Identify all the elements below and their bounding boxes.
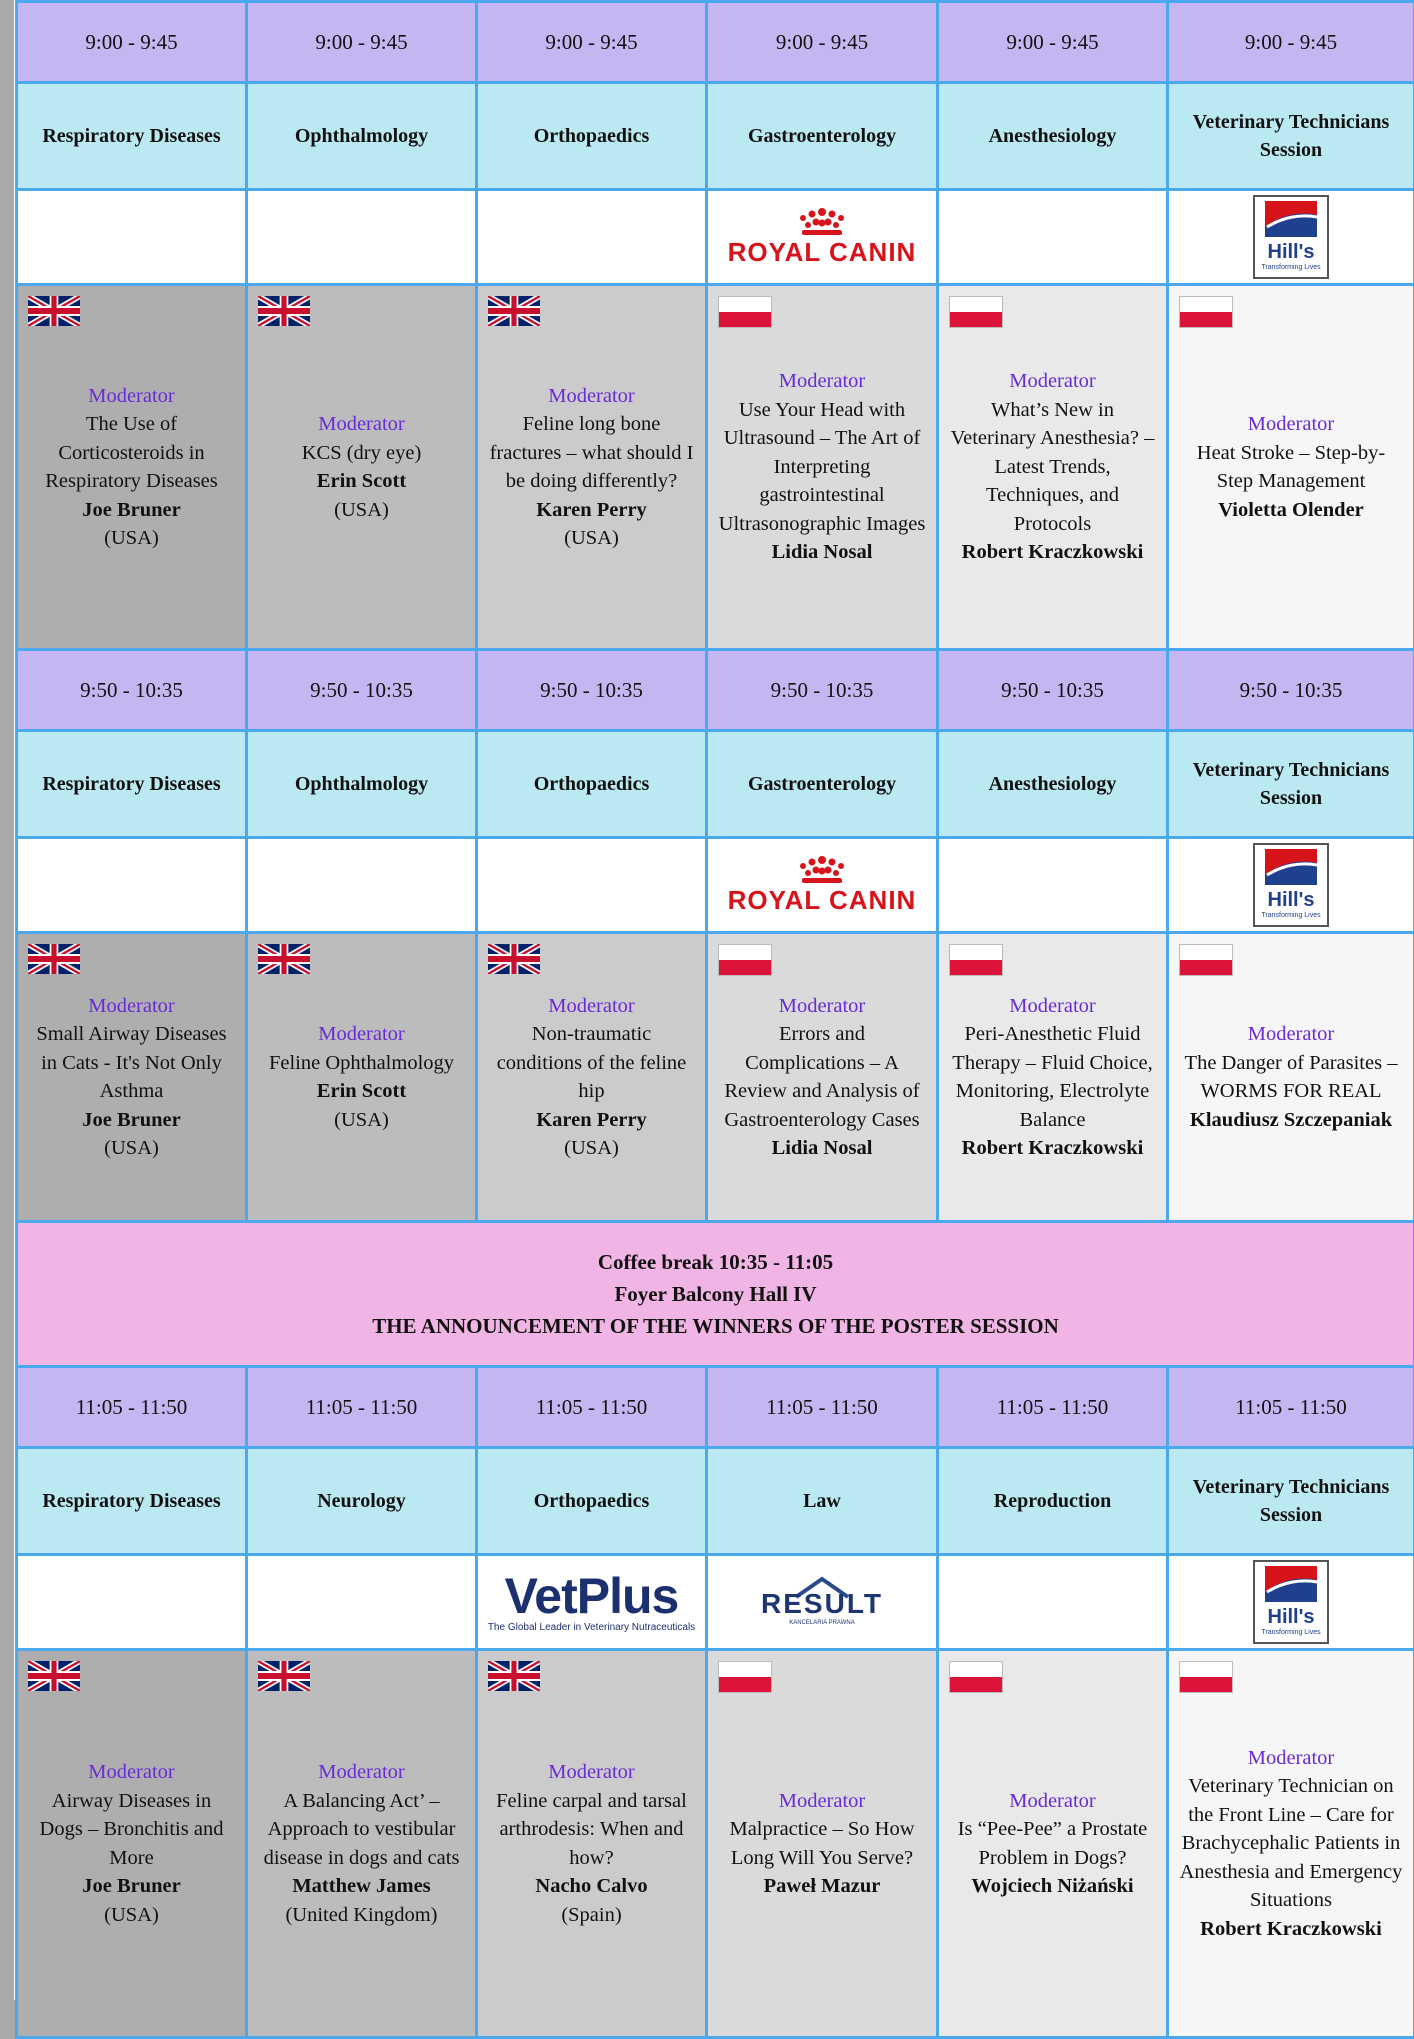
talk-cell — [247, 933, 477, 1222]
sponsor-cell — [1168, 838, 1414, 933]
time-slot: 9:50 - 10:35 — [1168, 650, 1414, 731]
talk-details — [1169, 410, 1413, 524]
moderator-label: Moderator — [949, 992, 1156, 1021]
sponsor-cell — [938, 190, 1168, 285]
session-topic: Reproduction — [938, 1448, 1168, 1555]
moderator-label: Moderator — [488, 382, 695, 411]
result-tagline: KANCELARIA PRAWNA — [761, 1619, 883, 1627]
hills-wordmark: Hill's — [1255, 889, 1327, 911]
royal-canin-logo — [708, 855, 936, 915]
pl-flag-icon — [949, 296, 1003, 328]
talk-row — [17, 1650, 1414, 2038]
sponsor-cell — [17, 1555, 247, 1650]
moderator-label: Moderator — [949, 1787, 1156, 1816]
talk-cell — [707, 933, 938, 1222]
talk-details — [939, 1787, 1166, 1901]
poster-session-announcement: THE ANNOUNCEMENT OF THE WINNERS OF THE POSTER SESSION — [18, 1310, 1413, 1342]
time-slot: 11:05 - 11:50 — [247, 1367, 477, 1448]
moderator-label: Moderator — [1179, 410, 1403, 439]
moderator-label: Moderator — [949, 367, 1156, 396]
moderator-label: Moderator — [258, 1758, 465, 1787]
sponsor-row — [17, 1555, 1414, 1650]
sponsor-cell — [247, 838, 477, 933]
talk-title: Feline long bone fractures – what should I be doing differently? — [488, 410, 695, 496]
session-topic: Neurology — [247, 1448, 477, 1555]
talk-details — [248, 410, 475, 524]
talk-title: KCS (dry eye) — [258, 439, 465, 468]
uk-flag-icon — [488, 944, 540, 974]
crown-icon — [792, 855, 852, 885]
talk-details — [1169, 1744, 1413, 1944]
talk-details — [248, 1020, 475, 1134]
pl-flag-icon — [1179, 296, 1233, 328]
schedule-table — [15, 0, 1414, 2039]
pl-flag-icon — [718, 1661, 772, 1693]
talk-cell — [247, 1650, 477, 2038]
session-topic: Anesthesiology — [938, 731, 1168, 838]
session-topic: Orthopaedics — [477, 731, 707, 838]
time-row — [17, 2, 1414, 83]
speaker-name: Robert Kraczkowski — [1179, 1915, 1403, 1944]
hills-logo — [1253, 1560, 1329, 1644]
moderator-label: Moderator — [1179, 1744, 1403, 1773]
talk-details — [478, 382, 705, 553]
speaker-name: Joe Bruner — [28, 496, 235, 525]
talk-cell — [938, 285, 1168, 650]
uk-flag-icon — [488, 296, 540, 326]
talk-title: Feline Ophthalmology — [258, 1049, 465, 1078]
time-slot: 9:50 - 10:35 — [247, 650, 477, 731]
time-slot: 9:50 - 10:35 — [707, 650, 938, 731]
uk-flag-icon — [28, 944, 80, 974]
session-topic: Veterinary Technicians Session — [1168, 1448, 1414, 1555]
speaker-country: (USA) — [258, 496, 465, 525]
moderator-label: Moderator — [28, 382, 235, 411]
speaker-name: Erin Scott — [258, 1077, 465, 1106]
talk-cell — [17, 1650, 247, 2038]
speaker-country: (USA) — [28, 524, 235, 553]
time-row — [17, 1367, 1414, 1448]
speaker-country: (USA) — [488, 524, 695, 553]
hills-tagline: Transforming Lives — [1255, 911, 1327, 920]
topic-row — [17, 1448, 1414, 1555]
session-topic: Ophthalmology — [247, 83, 477, 190]
sponsor-cell — [17, 838, 247, 933]
time-slot: 9:00 - 9:45 — [1168, 2, 1414, 83]
hills-logo — [1253, 843, 1329, 927]
vetplus-logo — [478, 1570, 705, 1634]
sponsor-row — [17, 190, 1414, 285]
hills-wordmark: Hill's — [1255, 241, 1327, 263]
talk-details — [708, 992, 936, 1163]
sponsor-cell — [247, 1555, 477, 1650]
result-wordmark: RESULT — [761, 1589, 883, 1619]
time-slot: 9:50 - 10:35 — [477, 650, 707, 731]
sponsor-cell — [707, 190, 938, 285]
talk-title: Use Your Head with Ultrasound – The Art of Interpreting gastrointestinal Ultrasonographic Images — [718, 396, 926, 539]
coffee-break-row — [17, 1222, 1414, 1367]
talk-details — [1169, 1020, 1413, 1134]
speaker-country: (Spain) — [488, 1901, 695, 1930]
talk-cell — [17, 933, 247, 1222]
pl-flag-icon — [718, 296, 772, 328]
speaker-country: (United Kingdom) — [258, 1901, 465, 1930]
time-slot: 9:00 - 9:45 — [17, 2, 247, 83]
hills-tagline: Transforming Lives — [1255, 1628, 1327, 1637]
speaker-name: Matthew James — [258, 1872, 465, 1901]
sponsor-cell — [1168, 1555, 1414, 1650]
time-slot: 9:00 - 9:45 — [938, 2, 1168, 83]
session-topic: Respiratory Diseases — [17, 83, 247, 190]
uk-flag-icon — [258, 1661, 310, 1691]
pl-flag-icon — [1179, 1661, 1233, 1693]
talk-cell — [1168, 933, 1414, 1222]
talk-title: A Balancing Act’ – Approach to vestibular disease in dogs and cats — [258, 1787, 465, 1873]
hills-tagline: Transforming Lives — [1255, 263, 1327, 272]
time-slot: 9:00 - 9:45 — [247, 2, 477, 83]
sponsor-cell — [707, 1555, 938, 1650]
time-slot: 9:00 - 9:45 — [707, 2, 938, 83]
schedule-page — [14, 0, 1400, 2000]
coffee-break-location: Foyer Balcony Hall IV — [18, 1278, 1413, 1310]
speaker-name: Karen Perry — [488, 496, 695, 525]
session-topic: Ophthalmology — [247, 731, 477, 838]
talk-details — [708, 1787, 936, 1901]
hills-logo — [1253, 195, 1329, 279]
speaker-name: Robert Kraczkowski — [949, 538, 1156, 567]
speaker-name: Joe Bruner — [28, 1106, 235, 1135]
talk-cell — [707, 1650, 938, 2038]
coffee-break-banner — [17, 1222, 1414, 1367]
moderator-label: Moderator — [718, 367, 926, 396]
sponsor-cell — [707, 838, 938, 933]
uk-flag-icon — [488, 1661, 540, 1691]
time-slot: 11:05 - 11:50 — [707, 1367, 938, 1448]
session-topic: Gastroenterology — [707, 83, 938, 190]
session-topic: Anesthesiology — [938, 83, 1168, 190]
talk-details — [939, 992, 1166, 1163]
sponsor-cell — [938, 838, 1168, 933]
vetplus-wordmark: VetPlus — [478, 1570, 705, 1622]
sponsor-cell — [938, 1555, 1168, 1650]
time-slot: 9:00 - 9:45 — [477, 2, 707, 83]
talk-cell — [477, 1650, 707, 2038]
speaker-name: Joe Bruner — [28, 1872, 235, 1901]
hills-emblem-icon — [1255, 1562, 1327, 1606]
moderator-label: Moderator — [488, 1758, 695, 1787]
royal-canin-wordmark: ROYAL CANIN — [708, 237, 936, 267]
uk-flag-icon — [28, 296, 80, 326]
session-topic: Law — [707, 1448, 938, 1555]
talk-title: Non-traumatic conditions of the feline hip — [488, 1020, 695, 1106]
speaker-name: Erin Scott — [258, 467, 465, 496]
speaker-name: Wojciech Niżański — [949, 1872, 1156, 1901]
uk-flag-icon — [258, 296, 310, 326]
crown-icon — [792, 207, 852, 237]
uk-flag-icon — [258, 944, 310, 974]
session-topic: Respiratory Diseases — [17, 731, 247, 838]
moderator-label: Moderator — [28, 992, 235, 1021]
talk-cell — [17, 285, 247, 650]
talk-title: What’s New in Veterinary Anesthesia? – Latest Trends, Techniques, and Protocols — [949, 396, 1156, 539]
talk-title: Errors and Complications – A Review and Analysis of Gastroenterology Cases — [718, 1020, 926, 1134]
speaker-name: Violetta Olender — [1179, 496, 1403, 525]
session-topic: Veterinary Technicians Session — [1168, 731, 1414, 838]
speaker-name: Karen Perry — [488, 1106, 695, 1135]
uk-flag-icon — [28, 1661, 80, 1691]
sponsor-cell — [247, 190, 477, 285]
talk-row — [17, 933, 1414, 1222]
talk-title: The Danger of Parasites – WORMS FOR REAL — [1179, 1049, 1403, 1106]
talk-title: Small Airway Diseases in Cats - It's Not Only Asthma — [28, 1020, 235, 1106]
moderator-label: Moderator — [718, 992, 926, 1021]
time-slot: 9:50 - 10:35 — [17, 650, 247, 731]
moderator-label: Moderator — [718, 1787, 926, 1816]
talk-title: Airway Diseases in Dogs – Bronchitis and More — [28, 1787, 235, 1873]
speaker-country: (USA) — [258, 1106, 465, 1135]
talk-cell — [1168, 285, 1414, 650]
hills-emblem-icon — [1255, 197, 1327, 241]
time-row — [17, 650, 1414, 731]
pl-flag-icon — [718, 944, 772, 976]
time-slot: 9:50 - 10:35 — [938, 650, 1168, 731]
sponsor-cell — [477, 838, 707, 933]
pl-flag-icon — [949, 1661, 1003, 1693]
speaker-name: Lidia Nosal — [718, 538, 926, 567]
talk-title: Veterinary Technician on the Front Line – Care for Brachycephalic Patients in Anesthesia and Emergency Situations — [1179, 1772, 1403, 1915]
sponsor-cell — [1168, 190, 1414, 285]
moderator-label: Moderator — [1179, 1020, 1403, 1049]
royal-canin-wordmark: ROYAL CANIN — [708, 885, 936, 915]
speaker-country: (USA) — [28, 1134, 235, 1163]
talk-title: Malpractice – So How Long Will You Serve? — [718, 1815, 926, 1872]
talk-details — [478, 1758, 705, 1929]
time-slot: 11:05 - 11:50 — [1168, 1367, 1414, 1448]
royal-canin-logo — [708, 207, 936, 267]
speaker-name: Paweł Mazur — [718, 1872, 926, 1901]
speaker-name: Robert Kraczkowski — [949, 1134, 1156, 1163]
talk-details — [18, 992, 245, 1163]
result-logo — [761, 1575, 883, 1627]
talk-details — [708, 367, 936, 567]
topic-row — [17, 83, 1414, 190]
hills-wordmark: Hill's — [1255, 1606, 1327, 1628]
session-topic: Gastroenterology — [707, 731, 938, 838]
speaker-country: (USA) — [28, 1901, 235, 1930]
session-topic: Orthopaedics — [477, 1448, 707, 1555]
coffee-break-time: Coffee break 10:35 - 11:05 — [18, 1246, 1413, 1278]
talk-title: Peri-Anesthetic Fluid Therapy – Fluid Choice, Monitoring, Electrolyte Balance — [949, 1020, 1156, 1134]
sponsor-cell — [17, 190, 247, 285]
talk-details — [18, 382, 245, 553]
talk-details — [18, 1758, 245, 1929]
speaker-name: Nacho Calvo — [488, 1872, 695, 1901]
talk-cell — [938, 1650, 1168, 2038]
pl-flag-icon — [1179, 944, 1233, 976]
talk-details — [939, 367, 1166, 567]
talk-cell — [707, 285, 938, 650]
moderator-label: Moderator — [258, 1020, 465, 1049]
talk-details — [478, 992, 705, 1163]
talk-cell — [247, 285, 477, 650]
speaker-name: Lidia Nosal — [718, 1134, 926, 1163]
moderator-label: Moderator — [28, 1758, 235, 1787]
session-topic: Orthopaedics — [477, 83, 707, 190]
talk-cell — [938, 933, 1168, 1222]
talk-title: The Use of Corticosteroids in Respiratory Diseases — [28, 410, 235, 496]
pl-flag-icon — [949, 944, 1003, 976]
speaker-country: (USA) — [488, 1134, 695, 1163]
moderator-label: Moderator — [488, 992, 695, 1021]
vetplus-tagline: The Global Leader in Veterinary Nutraceuticals — [478, 1622, 705, 1634]
sponsor-cell — [477, 1555, 707, 1650]
session-topic: Veterinary Technicians Session — [1168, 83, 1414, 190]
talk-title: Feline carpal and tarsal arthrodesis: When and how? — [488, 1787, 695, 1873]
talk-row — [17, 285, 1414, 650]
talk-title: Heat Stroke – Step-by-Step Management — [1179, 439, 1403, 496]
time-slot: 11:05 - 11:50 — [938, 1367, 1168, 1448]
session-topic: Respiratory Diseases — [17, 1448, 247, 1555]
talk-title: Is “Pee-Pee” a Prostate Problem in Dogs? — [949, 1815, 1156, 1872]
talk-cell — [1168, 1650, 1414, 2038]
sponsor-row — [17, 838, 1414, 933]
talk-cell — [477, 285, 707, 650]
hills-emblem-icon — [1255, 845, 1327, 889]
time-slot: 11:05 - 11:50 — [17, 1367, 247, 1448]
talk-details — [248, 1758, 475, 1929]
time-slot: 11:05 - 11:50 — [477, 1367, 707, 1448]
topic-row — [17, 731, 1414, 838]
speaker-name: Klaudiusz Szczepaniak — [1179, 1106, 1403, 1135]
moderator-label: Moderator — [258, 410, 465, 439]
sponsor-cell — [477, 190, 707, 285]
talk-cell — [477, 933, 707, 1222]
